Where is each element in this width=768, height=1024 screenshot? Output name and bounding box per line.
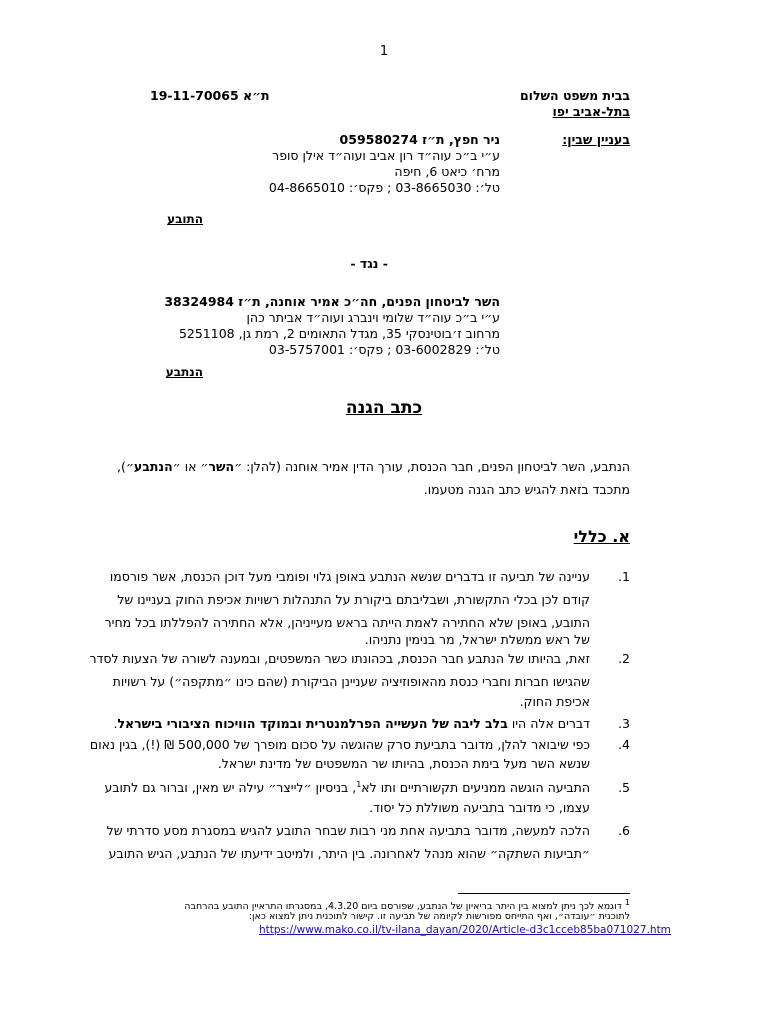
para-3-bold: בלב ליבה של העשייה הפרלמנטרית ובמוקד הוויכוח הציבורי בישראל bbox=[117, 716, 508, 731]
intro-term-defendant: הנתבע bbox=[133, 459, 173, 474]
para-5-end: , בניסיון ״לייצר״ עילה יש מאין, וברור גם לתובע bbox=[104, 780, 357, 796]
para-5-start: התביעה הוגשה ממניעים תקשורתיים ותו לא bbox=[361, 780, 590, 796]
plaintiff-phones: טל׳: 03-8665030 ; פקס׳: 04-8665010 bbox=[268, 180, 500, 195]
para-2-line-1: זאת, בהיותו של הנתבע חבר הכנסת, בכהונתו כשר המשפטים, ובמענה לשורה של הצעות לסדר bbox=[89, 651, 590, 666]
plaintiff-role: התובע bbox=[167, 212, 203, 226]
plaintiff-name: ניר חפץ, ת״ז 059580274 bbox=[339, 132, 500, 147]
defendant-counsel: ע״י ב״כ עוה״ד שלומי וינברג ועוה״ד אביתר כהן bbox=[246, 310, 500, 325]
defendant-name: השר לביטחון הפנים, חה״כ אמיר אוחנה, ת״ז 38324984 bbox=[164, 294, 500, 309]
plaintiff-address: מרח׳ כיאט 6, חיפה bbox=[394, 164, 500, 179]
footnote-text-1: דוגמא לכך ניתן למצוא בין היתר בריאיון של הנתבע, שפורסם ביום 4.3.20, במסגרתו התראיין התובע בהרחבה bbox=[184, 901, 622, 913]
para-4-line-1: כפי שיבואר להלן, מדובר בתביעת סרק שהוגשה על סכום מופרך של 500,000 ₪ (!), בגין נאום bbox=[89, 737, 590, 752]
defendant-role: הנתבע bbox=[165, 365, 203, 379]
para-2-number: 2. bbox=[618, 651, 630, 666]
intro-mid: ״ או ״ bbox=[172, 459, 209, 474]
para-2-line-2: שהגישו חברות וחברי כנסת מהאופוזיציה שעניינן הביקורת (שהם כינו ״מתקפה״) על רשויות bbox=[112, 674, 590, 689]
case-number: ת״א 19-11-70065 bbox=[150, 88, 270, 103]
para-4-line-2: שנשא השר מעל בימת הכנסת, בהיותו שר המשפטים של מדינת ישראל. bbox=[217, 756, 590, 771]
para-5-number: 5. bbox=[618, 780, 630, 795]
para-4-number: 4. bbox=[618, 737, 630, 752]
para-5-line-2: עצמו, כי מדובר בתביעה משוללת כל יסוד. bbox=[369, 800, 590, 815]
intro-start: הנתבע, השר לביטחון הפנים, חבר הכנסת, עורך הדין אמיר אוחנה (להלן: ״ bbox=[234, 459, 630, 474]
matter-label: בעניין שבין: bbox=[562, 132, 630, 147]
para-2-line-3: אכיפת החוק. bbox=[519, 694, 590, 709]
section-a-heading: א. כללי bbox=[573, 527, 630, 546]
intro-term-minister: השר bbox=[208, 459, 235, 474]
footnote-ref-1: 1 bbox=[356, 780, 362, 789]
intro-line-2: מתכבד בזאת להגיש כתב הגנה מטעמו. bbox=[423, 482, 630, 497]
para-5-line-1 bbox=[104, 780, 590, 795]
defendant-phones: טל׳: 03-6002829 ; פקס׳: 03-5757001 bbox=[268, 342, 500, 357]
intro-end: ״), bbox=[117, 459, 134, 474]
court-location: בתל-אביב יפו bbox=[552, 104, 630, 119]
intro-line-1 bbox=[117, 459, 630, 474]
para-3-end: . bbox=[113, 716, 118, 731]
para-6-line-1: הלכה למעשה, מדובר בתביעה אחת מני רבות שבחר התובע להגיש במסגרת מסע סדרתי של bbox=[106, 823, 590, 838]
para-6-line-2: ״תביעות השתקה״ שהוא מנהל לאחרונה. בין היתר, ולמיטב ידיעתו של הנתבע, הגיש התובע bbox=[108, 846, 590, 861]
defendant-address: מרחוב ז׳בוטינסקי 35, מגדל התאומים 2, רמת גן, 5251108 bbox=[178, 326, 500, 341]
footnote-link[interactable]: https://www.mako.co.il/tv-ilana_dayan/2020/Article-d3c1cceb85ba071027.htm bbox=[259, 924, 671, 936]
footnote-line-2: לתוכנית ״עובדה״, ואף התייחס מפורשות לקיומה של תביעה זו. קישור לתוכנית ניתן למצוא כאן: bbox=[248, 911, 630, 922]
court-name: בבית משפט השלום bbox=[519, 88, 630, 103]
para-1-number: 1. bbox=[618, 569, 630, 584]
para-1-line-2: קודם לכן בכלי התקשורת, ושבליבתם ביקורת על התנהלות רשויות אכיפת החוק בעניינו של bbox=[117, 592, 590, 607]
plaintiff-counsel: ע״י ב״כ עוה״ד רון אביב ועוה״ד אילן סופר bbox=[272, 148, 500, 163]
para-3-line-1 bbox=[113, 716, 590, 731]
para-3-start: דברים אלה היו bbox=[507, 716, 590, 731]
para-1-line-3: התובע, באופן שלא החתירה לאמת הייתה בראש מעייניהן, אלא החתירה להפללתו בכל מחיר bbox=[104, 615, 590, 630]
footnote-divider bbox=[458, 893, 630, 894]
versus-label: - נגד - bbox=[350, 256, 388, 271]
para-1-line-4: של ראש ממשלת ישראל, מר בנימין נתניהו. bbox=[364, 632, 590, 647]
footnote-mark: 1 bbox=[624, 898, 630, 907]
para-6-number: 6. bbox=[618, 823, 630, 838]
page-number: 1 bbox=[379, 44, 389, 59]
para-1-line-1: עניינה של תביעה זו בדברים שנשא הנתבע באופן גלוי ופומבי מעל דוכן הכנסת, אשר פורסמו bbox=[109, 569, 590, 584]
document-title: כתב הגנה bbox=[345, 398, 423, 418]
para-3-number: 3. bbox=[618, 716, 630, 731]
